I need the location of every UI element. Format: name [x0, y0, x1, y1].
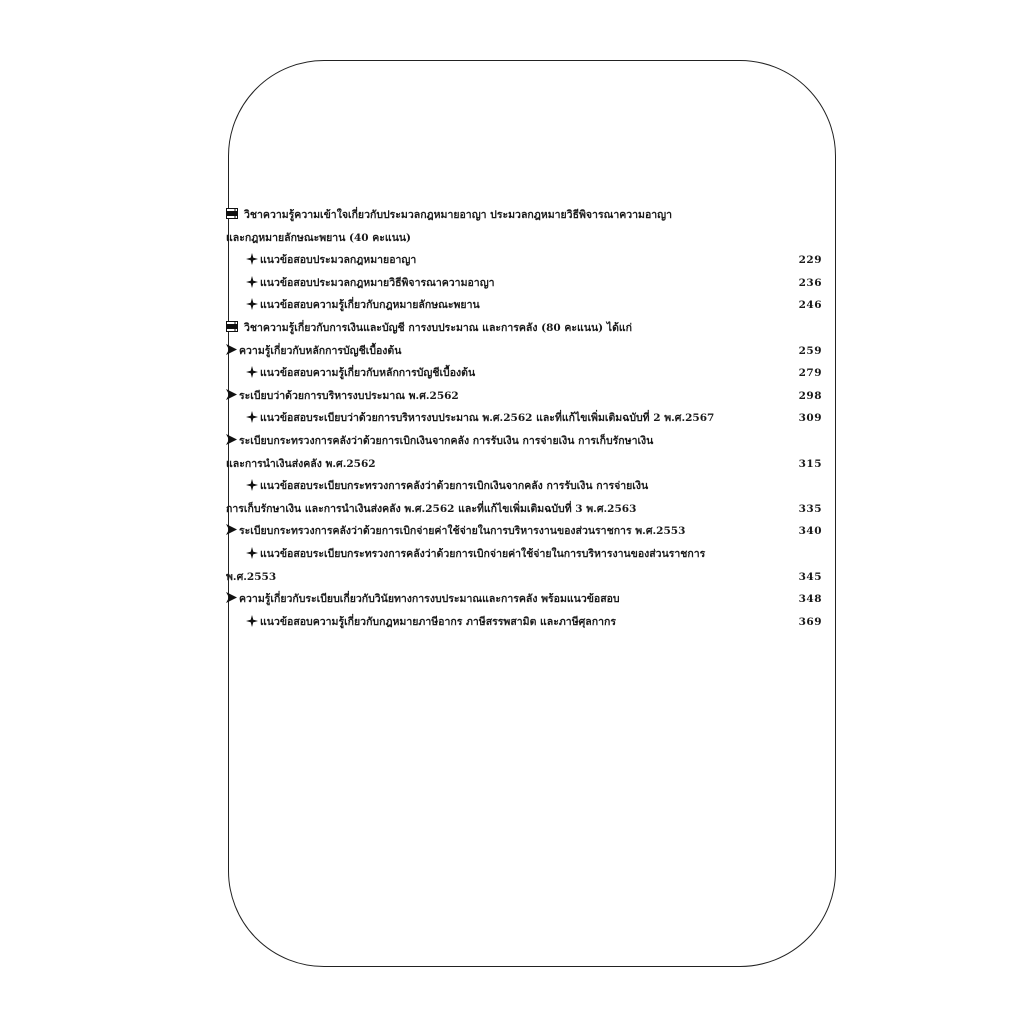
toc-row [226, 498, 826, 521]
toc-row-text: แนวข้อสอบระเบียบว่าด้วยการบริหารงบประมาณ พ.ศ.2562 และที่แก้ไขเพิ่มเติมฉบับที่ 2 พ.ศ.2567 [260, 412, 715, 425]
toc-page-number: 298 [798, 389, 822, 402]
four-point-star-icon [246, 366, 258, 378]
toc-row [226, 317, 826, 340]
toc-row-text: ระเบียบกระทรวงการคลังว่าด้วยการเบิกเงินจากคลัง การรับเงิน การจ่ายเงิน การเก็บรักษาเงิน [239, 434, 654, 447]
toc-row [226, 520, 826, 543]
book-stack-icon [226, 208, 238, 219]
toc-row-text: ระเบียบกระทรวงการคลังว่าด้วยการเบิกจ่ายค่าใช้จ่ายในการบริหารงานของส่วนราชการ พ.ศ.2553 [239, 525, 686, 538]
arrowhead-icon [226, 434, 237, 445]
arrowhead-icon [226, 344, 237, 355]
four-point-star-icon [246, 298, 258, 310]
toc-page-number: 279 [798, 367, 822, 380]
toc-page-number: 340 [798, 525, 822, 538]
book-stack-icon [226, 321, 238, 332]
toc-page-number: 348 [798, 593, 822, 606]
arrowhead-icon [226, 389, 237, 400]
toc-row-text: แนวข้อสอบประมวลกฎหมายอาญา [260, 254, 417, 267]
toc-page-number: 335 [798, 502, 822, 515]
toc-row [226, 430, 826, 453]
arrowhead-icon [226, 524, 237, 535]
toc-row-text: ความรู้เกี่ยวกับหลักการบัญชีเบื้องต้น [239, 344, 402, 357]
arrowhead-icon [226, 592, 237, 603]
toc-page-number: 315 [798, 457, 822, 470]
four-point-star-icon [246, 411, 258, 423]
toc-row [226, 272, 826, 295]
toc-page-number: 369 [798, 615, 822, 628]
toc-row-text: แนวข้อสอบความรู้เกี่ยวกับกฎหมายลักษณะพยาน [260, 299, 480, 312]
toc-page-number: 229 [798, 254, 822, 267]
table-of-contents [226, 204, 826, 633]
toc-row [226, 475, 826, 498]
toc-row [226, 588, 826, 611]
toc-row [226, 294, 826, 317]
toc-row [226, 453, 826, 476]
toc-row [226, 407, 826, 430]
toc-row-text: พ.ศ.2553 [226, 570, 277, 583]
toc-row [226, 385, 826, 408]
toc-row [226, 566, 826, 589]
toc-row-text: แนวข้อสอบความรู้เกี่ยวกับหลักการบัญชีเบื้องต้น [260, 367, 476, 380]
toc-row-text: ระเบียบว่าด้วยการบริหารงบประมาณ พ.ศ.2562 [239, 389, 459, 402]
toc-page-number: 345 [798, 570, 822, 583]
toc-row-text: วิชาความรู้ความเข้าใจเกี่ยวกับประมวลกฎหมายอาญา ประมวลกฎหมายวิธีพิจารณาความอาญา [244, 209, 673, 221]
toc-row-text: แนวข้อสอบระเบียบกระทรวงการคลังว่าด้วยการเบิกเงินจากคลัง การรับเงิน การจ่ายเงิน [260, 480, 649, 493]
four-point-star-icon [246, 253, 258, 265]
toc-row-text: แนวข้อสอบประมวลกฎหมายวิธีพิจารณาความอาญา [260, 276, 495, 289]
four-point-star-icon [246, 615, 258, 627]
four-point-star-icon [246, 547, 258, 559]
toc-row [226, 340, 826, 363]
toc-row [226, 249, 826, 272]
toc-page-number: 236 [798, 276, 822, 289]
toc-row-text: แนวข้อสอบระเบียบกระทรวงการคลังว่าด้วยการเบิกจ่ายค่าใช้จ่ายในการบริหารงานของส่วนราชการ [260, 547, 706, 560]
toc-row [226, 227, 826, 250]
toc-row-text: การเก็บรักษาเงิน และการนำเงินส่งคลัง พ.ศ.2562 และที่แก้ไขเพิ่มเติมฉบับที่ 3 พ.ศ.2563 [226, 502, 637, 515]
toc-row-text: แนวข้อสอบความรู้เกี่ยวกับกฎหมายภาษีอากร ภาษีสรรพสามิต และภาษีศุลกากร [260, 615, 616, 628]
toc-row-text: ความรู้เกี่ยวกับระเบียบเกี่ยวกับวินัยทางการงบประมาณและการคลัง พร้อมแนวข้อสอบ [239, 593, 620, 606]
toc-row [226, 362, 826, 385]
toc-row [226, 543, 826, 566]
toc-row [226, 204, 826, 227]
toc-row-text: และการนำเงินส่งคลัง พ.ศ.2562 [226, 457, 376, 470]
toc-page-number: 259 [798, 344, 822, 357]
toc-row-text: วิชาความรู้เกี่ยวกับการเงินและบัญชี การงบประมาณ และการคลัง (80 คะแนน) ได้แก่ [244, 321, 633, 334]
four-point-star-icon [246, 276, 258, 288]
toc-page-number: 309 [798, 412, 822, 425]
toc-row-text: และกฎหมายลักษณะพยาน (40 คะแนน) [226, 231, 412, 244]
toc-row [226, 611, 826, 634]
four-point-star-icon [246, 479, 258, 491]
toc-page-number: 246 [798, 299, 822, 312]
